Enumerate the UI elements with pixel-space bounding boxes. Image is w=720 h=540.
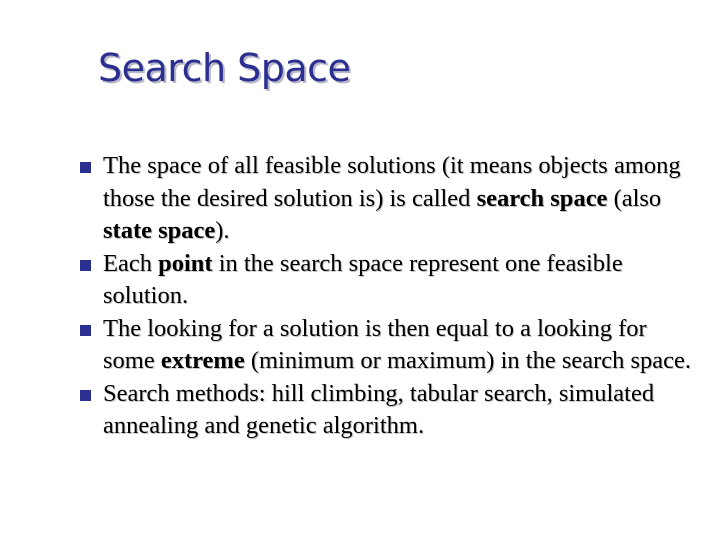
slide-title: Search Space (98, 46, 351, 90)
square-bullet-icon (80, 390, 91, 401)
square-bullet-icon (80, 325, 91, 336)
bullet-bold-text: search space (476, 184, 608, 212)
bullet-item (80, 378, 700, 443)
bullet-text: ). (215, 217, 230, 244)
bullet-item (80, 248, 700, 313)
bullet-text: The looking for a solution is then equal to a looking for some (103, 314, 647, 374)
bullet-bold-text: state space (103, 217, 216, 244)
square-bullet-icon (80, 162, 91, 173)
bullet-text: Search methods: hill climbing, tabular search, simulated annealing and genetic algorithm. (103, 379, 655, 439)
bullet-list (80, 150, 700, 443)
bullet-bold-text: point (158, 249, 213, 277)
bullet-text: The space of all feasible solutions (it means objects among those the desired solution is) is called (103, 152, 681, 212)
bullet-bold-text: extreme (160, 347, 245, 374)
bullet-item (80, 150, 700, 248)
bullet-text: (also (607, 184, 662, 212)
bullet-text: Each (103, 249, 159, 277)
square-bullet-icon (80, 260, 91, 271)
bullet-text: (minimum or maximum) in the search space. (244, 347, 692, 374)
bullet-text: in the search space represent one feasible solution. (103, 249, 623, 309)
bullet-item (80, 313, 700, 378)
